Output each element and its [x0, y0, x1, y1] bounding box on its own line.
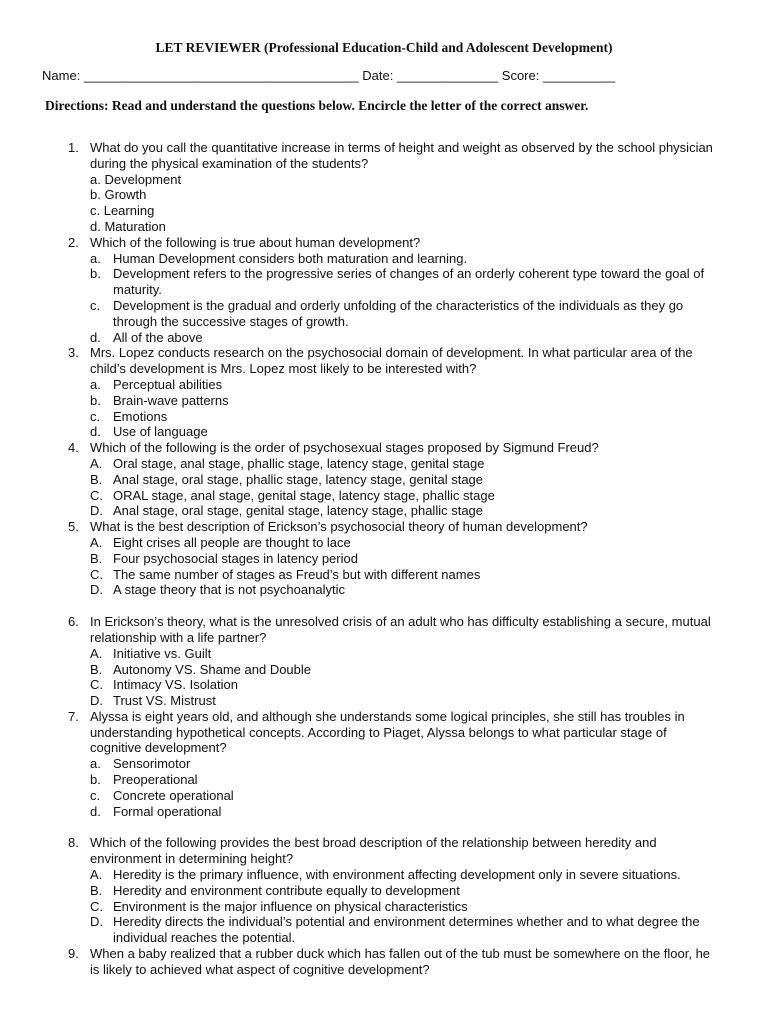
option-text: Emotions — [113, 408, 168, 424]
option-text: d. Maturation — [90, 218, 166, 234]
name-date-score-line: Name: ______________________________________ Date: ______________ Score: __________ — [42, 68, 616, 83]
option-text: Environment is the major influence on physical characteristics — [113, 898, 468, 914]
question-text: Which of the following is true about human development? — [90, 234, 421, 250]
option-letter: D. — [90, 582, 103, 598]
option-letter: B. — [90, 661, 103, 677]
option-text: Intimacy VS. Isolation — [113, 677, 238, 693]
worksheet-title: LET REVIEWER (Professional Education-Child and Adolescent Development) — [155, 40, 613, 55]
option-letter: c. — [90, 297, 101, 313]
option-2c — [0, 298, 768, 330]
option-text: All of the above — [113, 329, 203, 345]
option-text: Perceptual abilities — [113, 376, 223, 392]
question-8 — [0, 835, 768, 867]
option-2d — [0, 330, 768, 346]
option-letter: B. — [90, 882, 103, 898]
option-7b — [0, 772, 768, 788]
option-text: Sensorimotor — [113, 756, 191, 772]
question-number: 3. — [68, 345, 79, 361]
question-number: 6. — [68, 614, 79, 630]
option-3c — [0, 409, 768, 425]
option-text: Brain-wave patterns — [113, 392, 229, 408]
option-text: ORAL stage, anal stage, genital stage, latency stage, phallic stage — [113, 487, 495, 503]
option-7d — [0, 804, 768, 820]
question-number: 4. — [68, 440, 79, 456]
option-2a — [0, 251, 768, 267]
question-number: 2. — [68, 234, 79, 250]
spacer — [0, 598, 768, 614]
option-text: Autonomy VS. Shame and Double — [113, 661, 312, 677]
option-letter: A. — [90, 645, 103, 661]
option-text: Oral stage, anal stage, phallic stage, latency stage, genital stage — [113, 455, 485, 471]
option-letter: b. — [90, 392, 101, 408]
question-4 — [0, 440, 768, 456]
option-6d — [0, 693, 768, 709]
option-8d — [0, 914, 768, 946]
option-letter: B. — [90, 550, 103, 566]
option-4c — [0, 488, 768, 504]
option-letter: C. — [90, 677, 103, 693]
question-number: 9. — [68, 946, 79, 962]
question-text: Which of the following is the order of psychosexual stages proposed by Sigmund Freud? — [90, 440, 599, 456]
option-text: Initiative vs. Guilt — [113, 645, 212, 661]
option-letter: a. — [90, 250, 101, 266]
option-text: Development refers to the progressive series of changes of an orderly coherent type toward the goal of maturity. — [113, 266, 705, 298]
option-3a — [0, 377, 768, 393]
option-letter: A. — [90, 455, 103, 471]
option-letter: C. — [90, 898, 103, 914]
option-1b — [0, 187, 768, 203]
option-letter: b. — [90, 266, 101, 282]
option-text: Anal stage, oral stage, genital stage, latency stage, phallic stage — [113, 503, 484, 519]
option-text: Eight crises all people are thought to lace — [113, 534, 351, 550]
option-letter: D. — [90, 914, 103, 930]
question-text: Mrs. Lopez conducts research on the psychosocial domain of development. In what particular area of the child’s development is Mrs. Lopez most likely to be interested with? — [90, 345, 693, 377]
question-1 — [0, 140, 768, 172]
question-3 — [0, 345, 768, 377]
option-letter: C. — [90, 566, 103, 582]
option-text: Development is the gradual and orderly unfolding of the characteristics of the individuals as they go through the successive stages of growth. — [113, 297, 684, 329]
option-letter: b. — [90, 772, 101, 788]
option-7c — [0, 788, 768, 804]
option-3d — [0, 424, 768, 440]
option-1c — [0, 203, 768, 219]
question-number: 8. — [68, 835, 79, 851]
option-2b — [0, 266, 768, 298]
option-text: a. Development — [90, 171, 182, 187]
question-6 — [0, 614, 768, 646]
spacer — [0, 819, 768, 835]
option-letter: D. — [90, 693, 103, 709]
option-letter: d. — [90, 803, 101, 819]
option-letter: c. — [90, 408, 101, 424]
question-2 — [0, 235, 768, 251]
option-4d — [0, 503, 768, 519]
option-letter: C. — [90, 487, 103, 503]
option-7a — [0, 756, 768, 772]
question-text: When a baby realized that a rubber duck which has fallen out of the tub must be somewhere on the floor, he is likely to achieved what aspect of cognitive development? — [90, 946, 711, 977]
option-text: Preoperational — [113, 772, 198, 788]
question-list — [0, 140, 768, 978]
option-6b — [0, 662, 768, 678]
option-3b — [0, 393, 768, 409]
option-text: Formal operational — [113, 803, 222, 819]
option-5b — [0, 551, 768, 567]
option-letter: D. — [90, 503, 103, 519]
option-1a — [0, 172, 768, 188]
question-text: Alyssa is eight years old, and although she understands some logical principles, she still has troubles in understanding hypothetical concepts. According to Piaget, Alyssa belongs to what particular stage of cognitive development? — [90, 708, 685, 756]
option-5a — [0, 535, 768, 551]
option-text: Anal stage, oral stage, phallic stage, latency stage, genital stage — [113, 471, 484, 487]
option-5d — [0, 582, 768, 598]
option-4b — [0, 472, 768, 488]
option-text: Human Development considers both maturation and learning. — [113, 250, 468, 266]
option-text: Concrete operational — [113, 787, 234, 803]
option-5c — [0, 567, 768, 583]
directions: Directions: Read and understand the questions below. Encircle the letter of the correct answer. — [45, 98, 589, 113]
option-text: Heredity directs the individual’s potential and environment determines whether and to what degree the individual reaches the potential. — [113, 914, 700, 946]
question-5 — [0, 519, 768, 535]
option-8a — [0, 867, 768, 883]
option-text: Use of language — [113, 424, 208, 440]
option-8b — [0, 883, 768, 899]
question-7 — [0, 709, 768, 756]
option-letter: A. — [90, 867, 103, 883]
option-letter: B. — [90, 471, 103, 487]
question-number: 7. — [68, 708, 79, 724]
option-letter: A. — [90, 534, 103, 550]
option-8c — [0, 899, 768, 915]
option-letter: a. — [90, 376, 101, 392]
option-text: c. Learning — [90, 203, 155, 219]
option-4a — [0, 456, 768, 472]
option-text: Heredity is the primary influence, with environment affecting development only in severe situations. — [113, 867, 681, 883]
option-letter: c. — [90, 787, 101, 803]
option-text: Four psychosocial stages in latency period — [113, 550, 358, 566]
option-6a — [0, 646, 768, 662]
option-text: Trust VS. Mistrust — [113, 693, 216, 709]
option-text: The same number of stages as Freud’s but with different names — [113, 566, 481, 582]
option-text: A stage theory that is not psychoanalytic — [113, 582, 345, 598]
question-text: Which of the following provides the best broad description of the relationship between heredity and environment in determining height? — [90, 835, 657, 867]
option-letter: a. — [90, 756, 101, 772]
option-letter: d. — [90, 424, 101, 440]
question-text: What is the best description of Erickson’s psychosocial theory of human development? — [90, 519, 588, 535]
option-6c — [0, 677, 768, 693]
question-text: In Erickson’s theory, what is the unresolved crisis of an adult who has difficulty establishing a secure, mutual relationship with a life partner? — [90, 614, 711, 645]
question-text: What do you call the quantitative increase in terms of height and weight as observed by the school physician during the physical examination of the students? — [90, 140, 713, 171]
option-1d — [0, 219, 768, 235]
option-text: b. Growth — [90, 187, 147, 203]
question-number: 5. — [68, 519, 79, 535]
question-9 — [0, 946, 768, 978]
option-letter: d. — [90, 329, 101, 345]
option-text: Heredity and environment contribute equally to development — [113, 882, 460, 898]
question-number: 1. — [68, 140, 79, 155]
